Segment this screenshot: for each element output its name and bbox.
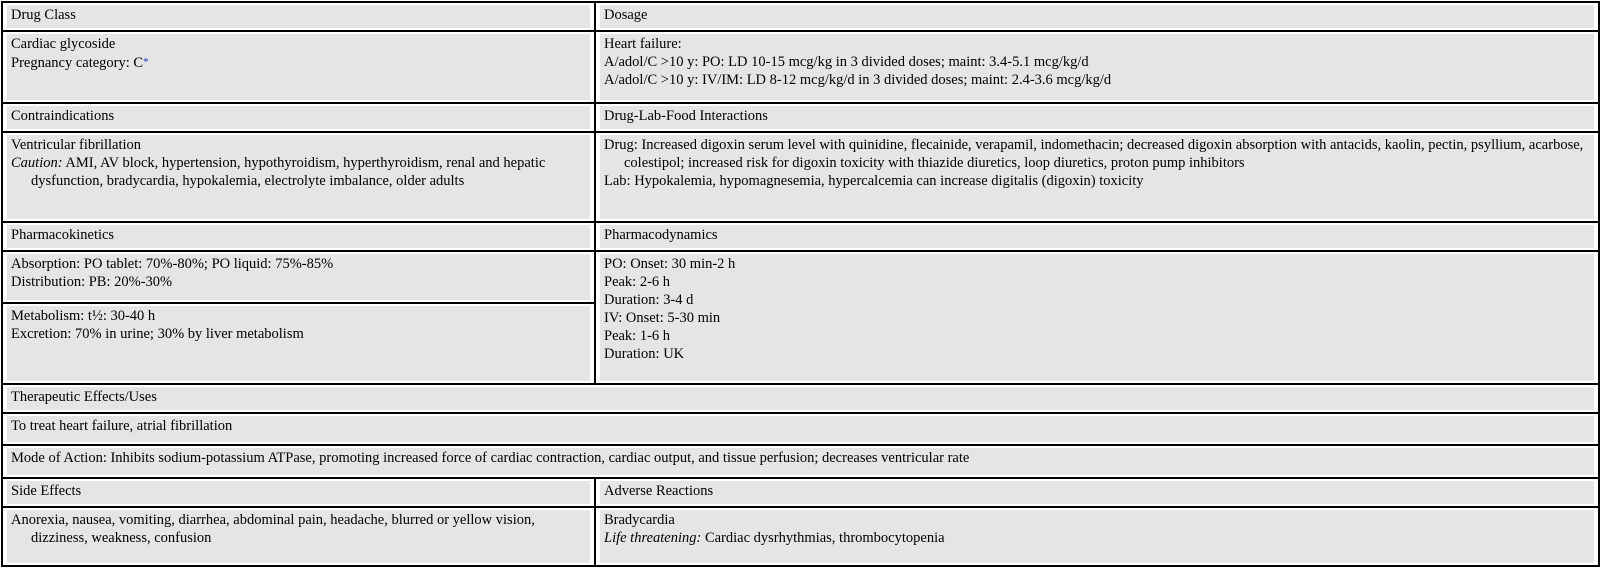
distribution: Distribution: PB: 20%-30% bbox=[11, 274, 173, 290]
pharmacodynamics-cell bbox=[595, 251, 1599, 384]
mode-of-action: Mode of Action: Inhibits sodium-potassium ATPase, promoting increased force of cardiac contraction, cardiac output, and tissue perfusion; decreases ventricular rate bbox=[11, 450, 970, 466]
drug-class-value: Cardiac glycoside bbox=[11, 36, 116, 52]
side-effects-heading bbox=[2, 478, 595, 507]
therapeutic-heading-text: Therapeutic Effects/Uses bbox=[11, 389, 157, 405]
absorption: Absorption: PO tablet: 70%-80%; PO liquid: 75%-85% bbox=[11, 256, 334, 272]
excretion: Excretion: 70% in urine; 30% by liver metabolism bbox=[11, 326, 304, 342]
lab-interactions: Lab: Hypokalemia, hypomagnesemia, hypercalcemia can increase digitalis (digoxin) toxicity bbox=[604, 173, 1144, 189]
metabolism-excretion-cell bbox=[2, 303, 595, 384]
drug-class-heading-text: Drug Class bbox=[11, 7, 76, 23]
pharmacodynamics-heading-text: Pharmacodynamics bbox=[604, 227, 718, 243]
pregnancy-category bbox=[11, 53, 586, 72]
dosage-line: Heart failure: bbox=[604, 36, 682, 52]
dosage-cell bbox=[595, 31, 1599, 103]
dosage-heading bbox=[595, 2, 1599, 31]
pharmacodynamics-line: Duration: 3-4 d bbox=[604, 292, 694, 308]
mode-of-action-cell bbox=[2, 445, 1599, 478]
therapeutic-heading bbox=[2, 384, 1599, 413]
dosage-line: A/adol/C >10 y: PO: LD 10-15 mcg/kg in 3 divided doses; maint: 3.4-5.1 mcg/kg/d bbox=[604, 54, 1089, 70]
interactions-heading bbox=[595, 103, 1599, 132]
caution-body: AMI, AV block, hypertension, hypothyroidism, hyperthyroidism, renal and hepatic dysfunction, bradycardia, hypokalemia, electrolyte imbalance, older adults bbox=[31, 155, 546, 189]
contraindications-cell bbox=[2, 132, 595, 222]
interactions-cell bbox=[595, 132, 1599, 222]
caution-label: Caution: bbox=[11, 155, 63, 171]
metabolism: Metabolism: t½: 30-40 h bbox=[11, 308, 156, 324]
contraindications-heading-text: Contraindications bbox=[11, 108, 115, 124]
life-threatening-text: Cardiac dysrhythmias, thrombocytopenia bbox=[701, 530, 945, 546]
drug-interactions: Drug: Increased digoxin serum level with quinidine, flecainide, verapamil, indomethacin; decreased digoxin absorption with antacids, kaolin, pectin, psyllium, acarbose, colestipol; increased risk for digoxin toxicity with thiazide diuretics, loop diuretics, proton pump inhibitors bbox=[604, 137, 1584, 171]
dosage-line: A/adol/C >10 y: IV/IM: LD 8-12 mcg/kg/d in 3 divided doses; maint: 2.4-3.6 mcg/kg/d bbox=[604, 72, 1112, 88]
adverse-reactions-heading-text: Adverse Reactions bbox=[604, 483, 714, 499]
contraindications-heading bbox=[2, 103, 595, 132]
caution-text bbox=[11, 154, 586, 190]
life-threatening bbox=[604, 529, 1590, 547]
drug-class-heading bbox=[2, 2, 595, 31]
adverse-reactions-cell bbox=[595, 507, 1599, 566]
pregnancy-category-text: Pregnancy category: C bbox=[11, 55, 144, 71]
pharmacodynamics-heading bbox=[595, 222, 1599, 251]
dosage-heading-text: Dosage bbox=[604, 7, 648, 23]
interactions-heading-text: Drug-Lab-Food Interactions bbox=[604, 108, 768, 124]
pharmacodynamics-line: Duration: UK bbox=[604, 346, 685, 362]
pregnancy-category-marker: * bbox=[143, 56, 149, 68]
therapeutic-uses-cell bbox=[2, 413, 1599, 445]
side-effects-heading-text: Side Effects bbox=[11, 483, 82, 499]
pharmacodynamics-line: Peak: 1-6 h bbox=[604, 328, 671, 344]
contraindication-value: Ventricular fibrillation bbox=[11, 137, 142, 153]
pharmacodynamics-line: IV: Onset: 5-30 min bbox=[604, 310, 721, 326]
life-threatening-label: Life threatening: bbox=[604, 530, 702, 546]
side-effects-cell bbox=[2, 507, 595, 566]
pharmacokinetics-heading bbox=[2, 222, 595, 251]
pharmacodynamics-line: PO: Onset: 30 min-2 h bbox=[604, 256, 736, 272]
side-effects-text: Anorexia, nausea, vomiting, diarrhea, abdominal pain, headache, blurred or yellow vision, dizziness, weakness, confusion bbox=[11, 512, 535, 546]
absorption-distribution-cell bbox=[2, 251, 595, 303]
pharmacodynamics-line: Peak: 2-6 h bbox=[604, 274, 671, 290]
adverse-reactions-heading bbox=[595, 478, 1599, 507]
adverse-reaction-value: Bradycardia bbox=[604, 512, 675, 528]
drug-class-cell bbox=[2, 31, 595, 103]
pharmacokinetics-heading-text: Pharmacokinetics bbox=[11, 227, 115, 243]
therapeutic-uses: To treat heart failure, atrial fibrillation bbox=[11, 418, 233, 434]
drug-monograph-table bbox=[1, 1, 1600, 567]
